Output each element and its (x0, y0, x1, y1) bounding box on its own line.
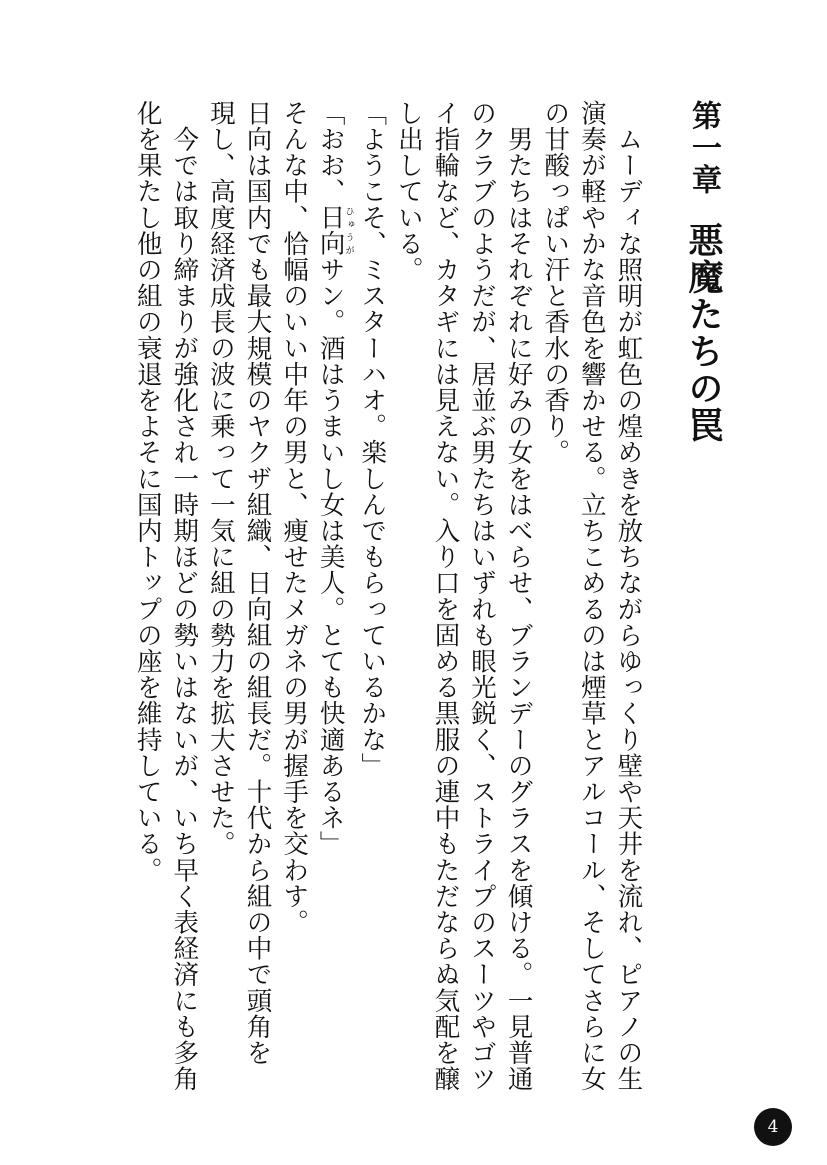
paragraph-4-line-1 (166, 100, 203, 1092)
chapter-number-label: 第一章 (686, 100, 721, 196)
paragraph-2-line-2: のクラブのようだが、居並ぶ男たちはいずれも眼光鋭く、ストライプのスーツやゴツ (467, 100, 498, 1092)
ruby-base: 日向 (315, 204, 346, 257)
dialogue-2-after: サン。酒はうまいし女は美人。とても快適あるネ」 (315, 256, 346, 857)
text-run: 今では取り締まりが強化され一時期ほどの勢いはないが、いち早く表経済にも多角 (169, 126, 200, 1092)
dialogue-2-before: 「おお、 (315, 100, 346, 205)
dialogue-line-1: 「ようこそ、ミスターハオ。楽しんでもらっているかな」 (357, 100, 388, 779)
dialogue-line-2 (312, 100, 354, 1060)
chapter-title: 悪魔たちの罠 (683, 222, 723, 444)
paragraph-3-line-2: 日向は国内でも最大規模のヤクザ組織、日向組の組長だ。十代から組の中で頭角を (242, 100, 273, 1066)
text-run: 男たちはそれぞれに好みの女をはべらせ、ブランデーのグラスを傾ける。一見普通 (503, 126, 534, 1092)
paragraph-1-line-1 (610, 100, 647, 1092)
paragraph-4-line-2: 化を果たし他の組の衰退をよそに国内トップの座を維持している。 (132, 100, 163, 883)
vertical-text-block (129, 100, 723, 1092)
paragraph-2-line-4: し出している。 (393, 100, 424, 283)
text-run: ムーディな照明が虹色の煌めきを放ちながらゆっくり壁や天井を流れ、ピアノの生 (613, 126, 644, 1092)
ruby-hyuga (315, 204, 354, 257)
chapter-heading (684, 100, 721, 1060)
ruby-reading: ひゅうが (343, 204, 354, 257)
paragraph-2-line-1 (500, 100, 537, 1092)
paragraph-3-line-1: そんな中、恰幅のいい中年の男と、痩せたメガネの男が握手を交わす。 (279, 100, 310, 936)
paragraph-3-line-3: 現し、高度経済成長の波に乗って一気に組の勢力を拡大させた。 (205, 100, 236, 857)
paragraph-2-line-3: イ指輪など、カタギには見えない。入り口を固める黒服の連中もただならぬ気配を醸 (430, 100, 461, 1092)
paragraph-1-line-3: の甘酸っぱい汗と香水の香り。 (540, 100, 571, 466)
paragraph-1-line-2: 演奏が軽やかな音色を響かせる。立ちこめるのは煙草とアルコール、そしてさらに女 (576, 100, 607, 1092)
page-number-badge: 4 (754, 1108, 792, 1146)
